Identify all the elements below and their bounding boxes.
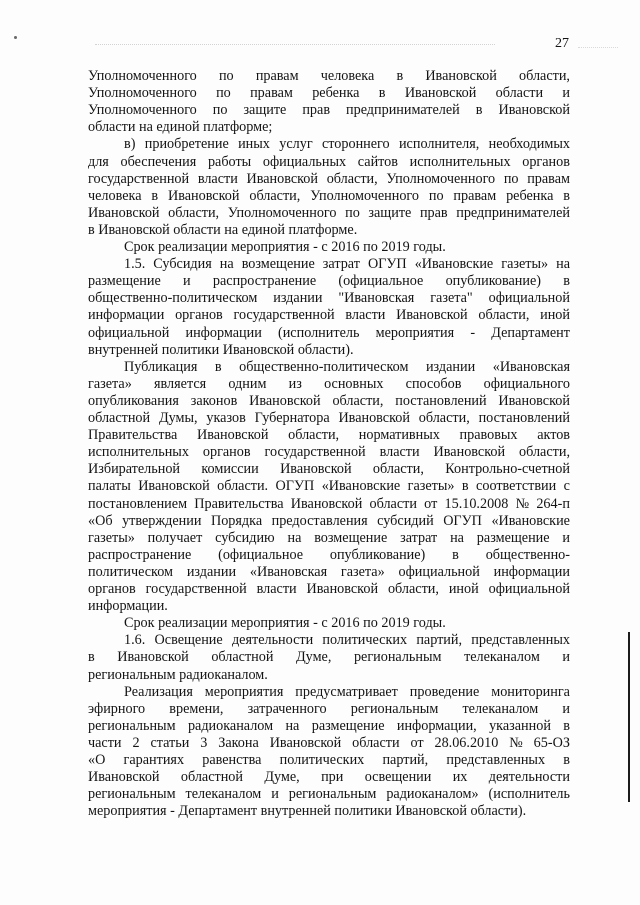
- text-line: Публикация в общественно-политическом издании «Ивановская: [124, 358, 570, 375]
- text-line: Уполномоченного по защите прав предпринимателей в Ивановской: [88, 102, 570, 119]
- text-line: исполнительных органов государственной власти Ивановской области,: [88, 444, 570, 461]
- text-line: Уполномоченного по правам человека в Ивановской области,: [88, 68, 570, 84]
- text-line: политическом издании «Ивановская газета» официальной информации: [88, 563, 570, 580]
- text-line: Уполномоченного по правам ребенка в Ивановской области и: [88, 85, 570, 102]
- page-number: 27: [555, 36, 569, 51]
- scan-speck: [14, 36, 17, 39]
- text-line: региональным телеканалом и региональным радиоканалом» (исполнитель: [88, 786, 570, 803]
- text-line: размещение и распространение (официальное опубликование) в: [88, 273, 570, 290]
- text-line: в Ивановской области на единой платформе.: [88, 221, 358, 238]
- text-line: постановлением Правительства Ивановской области от 15.10.2008 № 264-п: [88, 495, 570, 512]
- text-line: области на единой платформе;: [88, 119, 273, 136]
- scan-noise-top-right: [578, 47, 618, 50]
- text-line: 1.6. Освещение деятельности политических партий, представленных: [124, 632, 570, 649]
- text-line: Ивановской областной Думе, при освещении их деятельности: [88, 769, 570, 786]
- text-line: внутренней политики Ивановской области).: [88, 341, 354, 358]
- text-line: информации органов государственной власти Ивановской области, иной: [88, 307, 570, 324]
- text-line: государственной власти Ивановской области, Уполномоченного по правам: [88, 170, 570, 187]
- text-line: областной Думы, указов Губернатора Ивановской области, постановлений: [88, 410, 570, 426]
- text-line: части 2 статьи 3 Закона Ивановской области от 28.06.2010 № 65-ОЗ: [88, 734, 570, 751]
- text-line: в) приобретение иных услуг стороннего исполнителя, необходимых: [124, 136, 570, 153]
- text-line: информации.: [88, 598, 168, 615]
- text-line: Избирательной комиссии Ивановской области, Контрольно-счетной: [88, 461, 570, 478]
- text-line: официальной информации (исполнитель мероприятия - Департамент: [88, 324, 570, 341]
- text-line: опубликования законов Ивановской области, постановлений Ивановской: [88, 392, 570, 409]
- text-line: региональным радиоканалом на размещение информации, указанной в: [88, 717, 570, 734]
- text-line: для обеспечения работы официальных сайтов исполнительных органов: [88, 153, 570, 170]
- text-line: Срок реализации мероприятия - с 2016 по 2019 годы.: [124, 615, 446, 632]
- text-line: палаты Ивановской области. ОГУП «Ивановские газеты» в соответствии с: [88, 478, 570, 495]
- text-line: распространение (официальное опубликование) в общественно-: [88, 546, 570, 563]
- text-line: газета» является одним из основных способов официального: [88, 375, 570, 392]
- text-line: региональным радиоканалом.: [88, 666, 268, 683]
- text-line: Срок реализации мероприятия - с 2016 по 2019 годы.: [124, 239, 446, 255]
- scan-noise-top: [95, 44, 495, 47]
- text-line: Реализация мероприятия предусматривает проведение мониторинга: [124, 683, 570, 700]
- text-line: газеты» получает субсидию на возмещение затрат на размещение и: [88, 529, 570, 546]
- text-line: «Об утверждении Порядка предоставления субсидий ОГУП «Ивановские: [88, 512, 570, 529]
- text-line: общественно-политическом издании "Ивановская газета" официальной: [88, 290, 570, 307]
- text-line: «О гарантиях равенства политических партий, представленных в: [88, 752, 570, 768]
- text-line: в Ивановской областной Думе, региональным телеканалом и: [88, 649, 570, 666]
- text-line: мероприятия - Департамент внутренней политики Ивановской области).: [88, 803, 527, 820]
- text-line: человека в Ивановской области, Уполномоченного по правам ребенка в: [88, 187, 570, 204]
- text-line: Правительства Ивановской области, нормативных правовых актов: [88, 427, 570, 444]
- text-line: органов государственной власти Ивановской области, иной официальной: [88, 581, 570, 597]
- text-line: Ивановской области, Уполномоченного по защите прав предпринимателей: [88, 204, 570, 221]
- scan-edge-line: [628, 632, 630, 802]
- text-line: эфирного времени, затраченного региональным телеканалом и: [88, 700, 570, 717]
- text-line: 1.5. Субсидия на возмещение затрат ОГУП «Ивановские газеты» на: [124, 256, 570, 273]
